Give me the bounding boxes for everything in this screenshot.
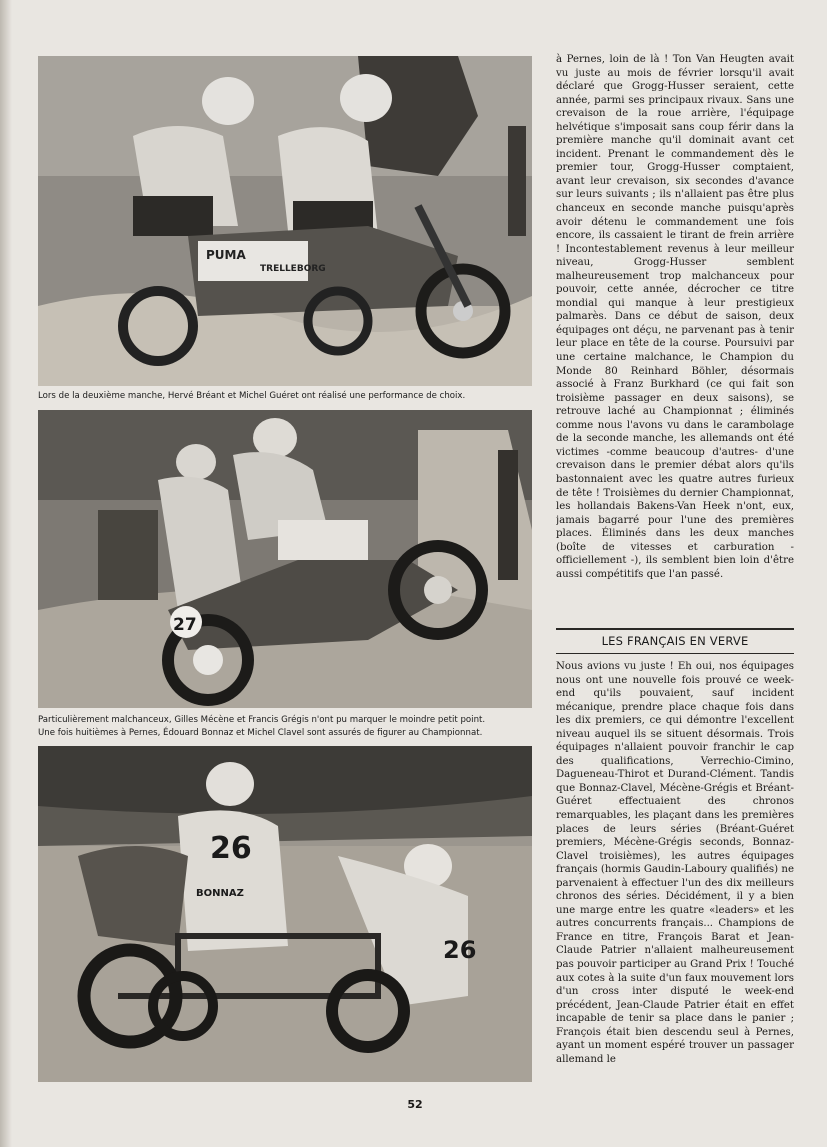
photo1-brand-text: TRELLEBORG bbox=[260, 264, 326, 274]
section-heading: LES FRANÇAIS EN VERVE bbox=[601, 634, 749, 648]
section-rule-bottom bbox=[556, 653, 794, 654]
article-paragraph-top: à Pernes, loin de là ! Ton Van Heugten avait vu juste au mois de février lorsqu'il avait déclaré que Grogg-Husser seraient, cette année, parmi ses principaux rivaux. Sans une crevaison de la roue arrière, l'équipage helvétique s'imposait sans coup férir dans la première manche qu'il dominait avant cet incident. Prenant le commandement dès le premier tour, Grogg-Husser comptaient, avant leur crevaison, six secondes d'avance sur leurs suivants ; ils n'allaient pas être plus chanceux en seconde manche puisqu'après avoir détenu le commandement une fois encore, ils cassaient le tirant de frein arrière ! Incontestablement revenus à leur meilleur niveau, Grogg-Husser semblent malheureusement trop malchanceux pour pouvoir, cette année, décrocher ce titre mondial qui manque à leur prestigieux palmarès. Dans ce début de saison, deux équipages ont déçu, ne parvenant pas à tenir leur place en tête de la course. Poursuivi par une certaine malchance, le Champion du Monde 80 Reinhard Böhler, désormais associé à Franz Burkhard (ce qui fait son troisième passager en deux saisons), se retrouve laché au Championnat ; éliminés comme nous l'avons vu dans le carambolage de la seconde manche, les allemands ont été victimes -comme beaucoup d'autres- d'une crevaison dans le premier débat alors qu'ils bastonnaient avec les quatre autres furieux de tête ! Troisièmes du dernier Championnat, les hollandais Bakens-Van Heek n'ont, eux, jamais bagarré pour l'une des premières places. Éliminés dans les deux manches (boîte de vitesses et carburation - officiellement -), ils semblent bien loin d'être aussi compétitifs que l'an passé. bbox=[556, 54, 794, 580]
caption-photo-2-line-1: Particulièrement malchanceux, Gilles Mécène et Francis Grégis n'ont pu marquer le moindre petit point. bbox=[38, 715, 486, 725]
article-column-bottom bbox=[556, 660, 794, 1084]
photo-sidecar-jump-image bbox=[38, 56, 532, 386]
article-paragraph-bottom: Nous avions vu juste ! Eh oui, nos équipages nous ont une nouvelle fois prouvé ce week-end qu'ils pouvaient, sauf incident mécanique, prendre place chaque fois dans les dix premiers, ce qui démontre l'excellent niveau auquel ils se situent désormais. Trois équipages n'allaient pouvoir franchir le cap des qualifications, Verrechio-Cimino, Dagueneau-Thirot et Durand-Clément. Tandis que Bonnaz-Clavel, Mécène-Grégis et Bréant-Guéret effectuaient des chronos remarquables, les plaçant dans les premières places de leurs séries (Bréant-Guéret premiers, Mécène-Grégis seconds, Bonnaz-Clavel troisièmes), les autres équipages français (hormis Gaudin-Laboury qualifiés) ne parvenaient à effectuer l'un des dix meilleurs chronos des séries. Décidément, il y a bien une marge entre les quatre «leaders» et les autres concurrents français... Champions de France en titre, François Barat et Jean-Claude Patrier n'allaient malheureusement pas pouvoir participer au Grand Prix ! Touché aux cotes à la suite d'un faux mouvement lors d'un cross inter disputé le week-end précédent, Jean-Claude Patrier était en effet incapable de tenir sa place dans le panier ; François était bien descendu seul à Pernes, ayant un moment espéré trouver un passager allemand le bbox=[556, 661, 794, 1065]
photo1-sponsor-text: PUMA bbox=[206, 248, 246, 262]
page-number: 52 bbox=[407, 1098, 423, 1111]
photo-sidecar-26-image bbox=[38, 746, 532, 1082]
photo-sidecar-27-image bbox=[38, 410, 532, 708]
page-edge-shadow bbox=[0, 0, 12, 1147]
photo3-passenger-number: 26 bbox=[443, 936, 477, 964]
photo2-race-number: 27 bbox=[173, 615, 197, 635]
article-column-top bbox=[556, 53, 794, 616]
caption-photo-2-line-2: Une fois huitièmes à Pernes, Édouard Bonnaz et Michel Clavel sont assurés de figurer au Championnat. bbox=[38, 728, 483, 738]
photo-sidecar-jump bbox=[38, 56, 532, 386]
photo3-driver-number: 26 bbox=[210, 831, 252, 866]
photo3-sponsor-text: BONNAZ bbox=[196, 888, 244, 899]
photo-sidecar-26 bbox=[38, 746, 532, 1082]
caption-photo-2 bbox=[38, 714, 538, 740]
caption-photo-1: Lors de la deuxième manche, Hervé Bréant et Michel Guéret ont réalisé une performance de choix. bbox=[38, 391, 466, 401]
photo-sidecar-27 bbox=[38, 410, 532, 708]
section-rule-top bbox=[556, 628, 794, 630]
